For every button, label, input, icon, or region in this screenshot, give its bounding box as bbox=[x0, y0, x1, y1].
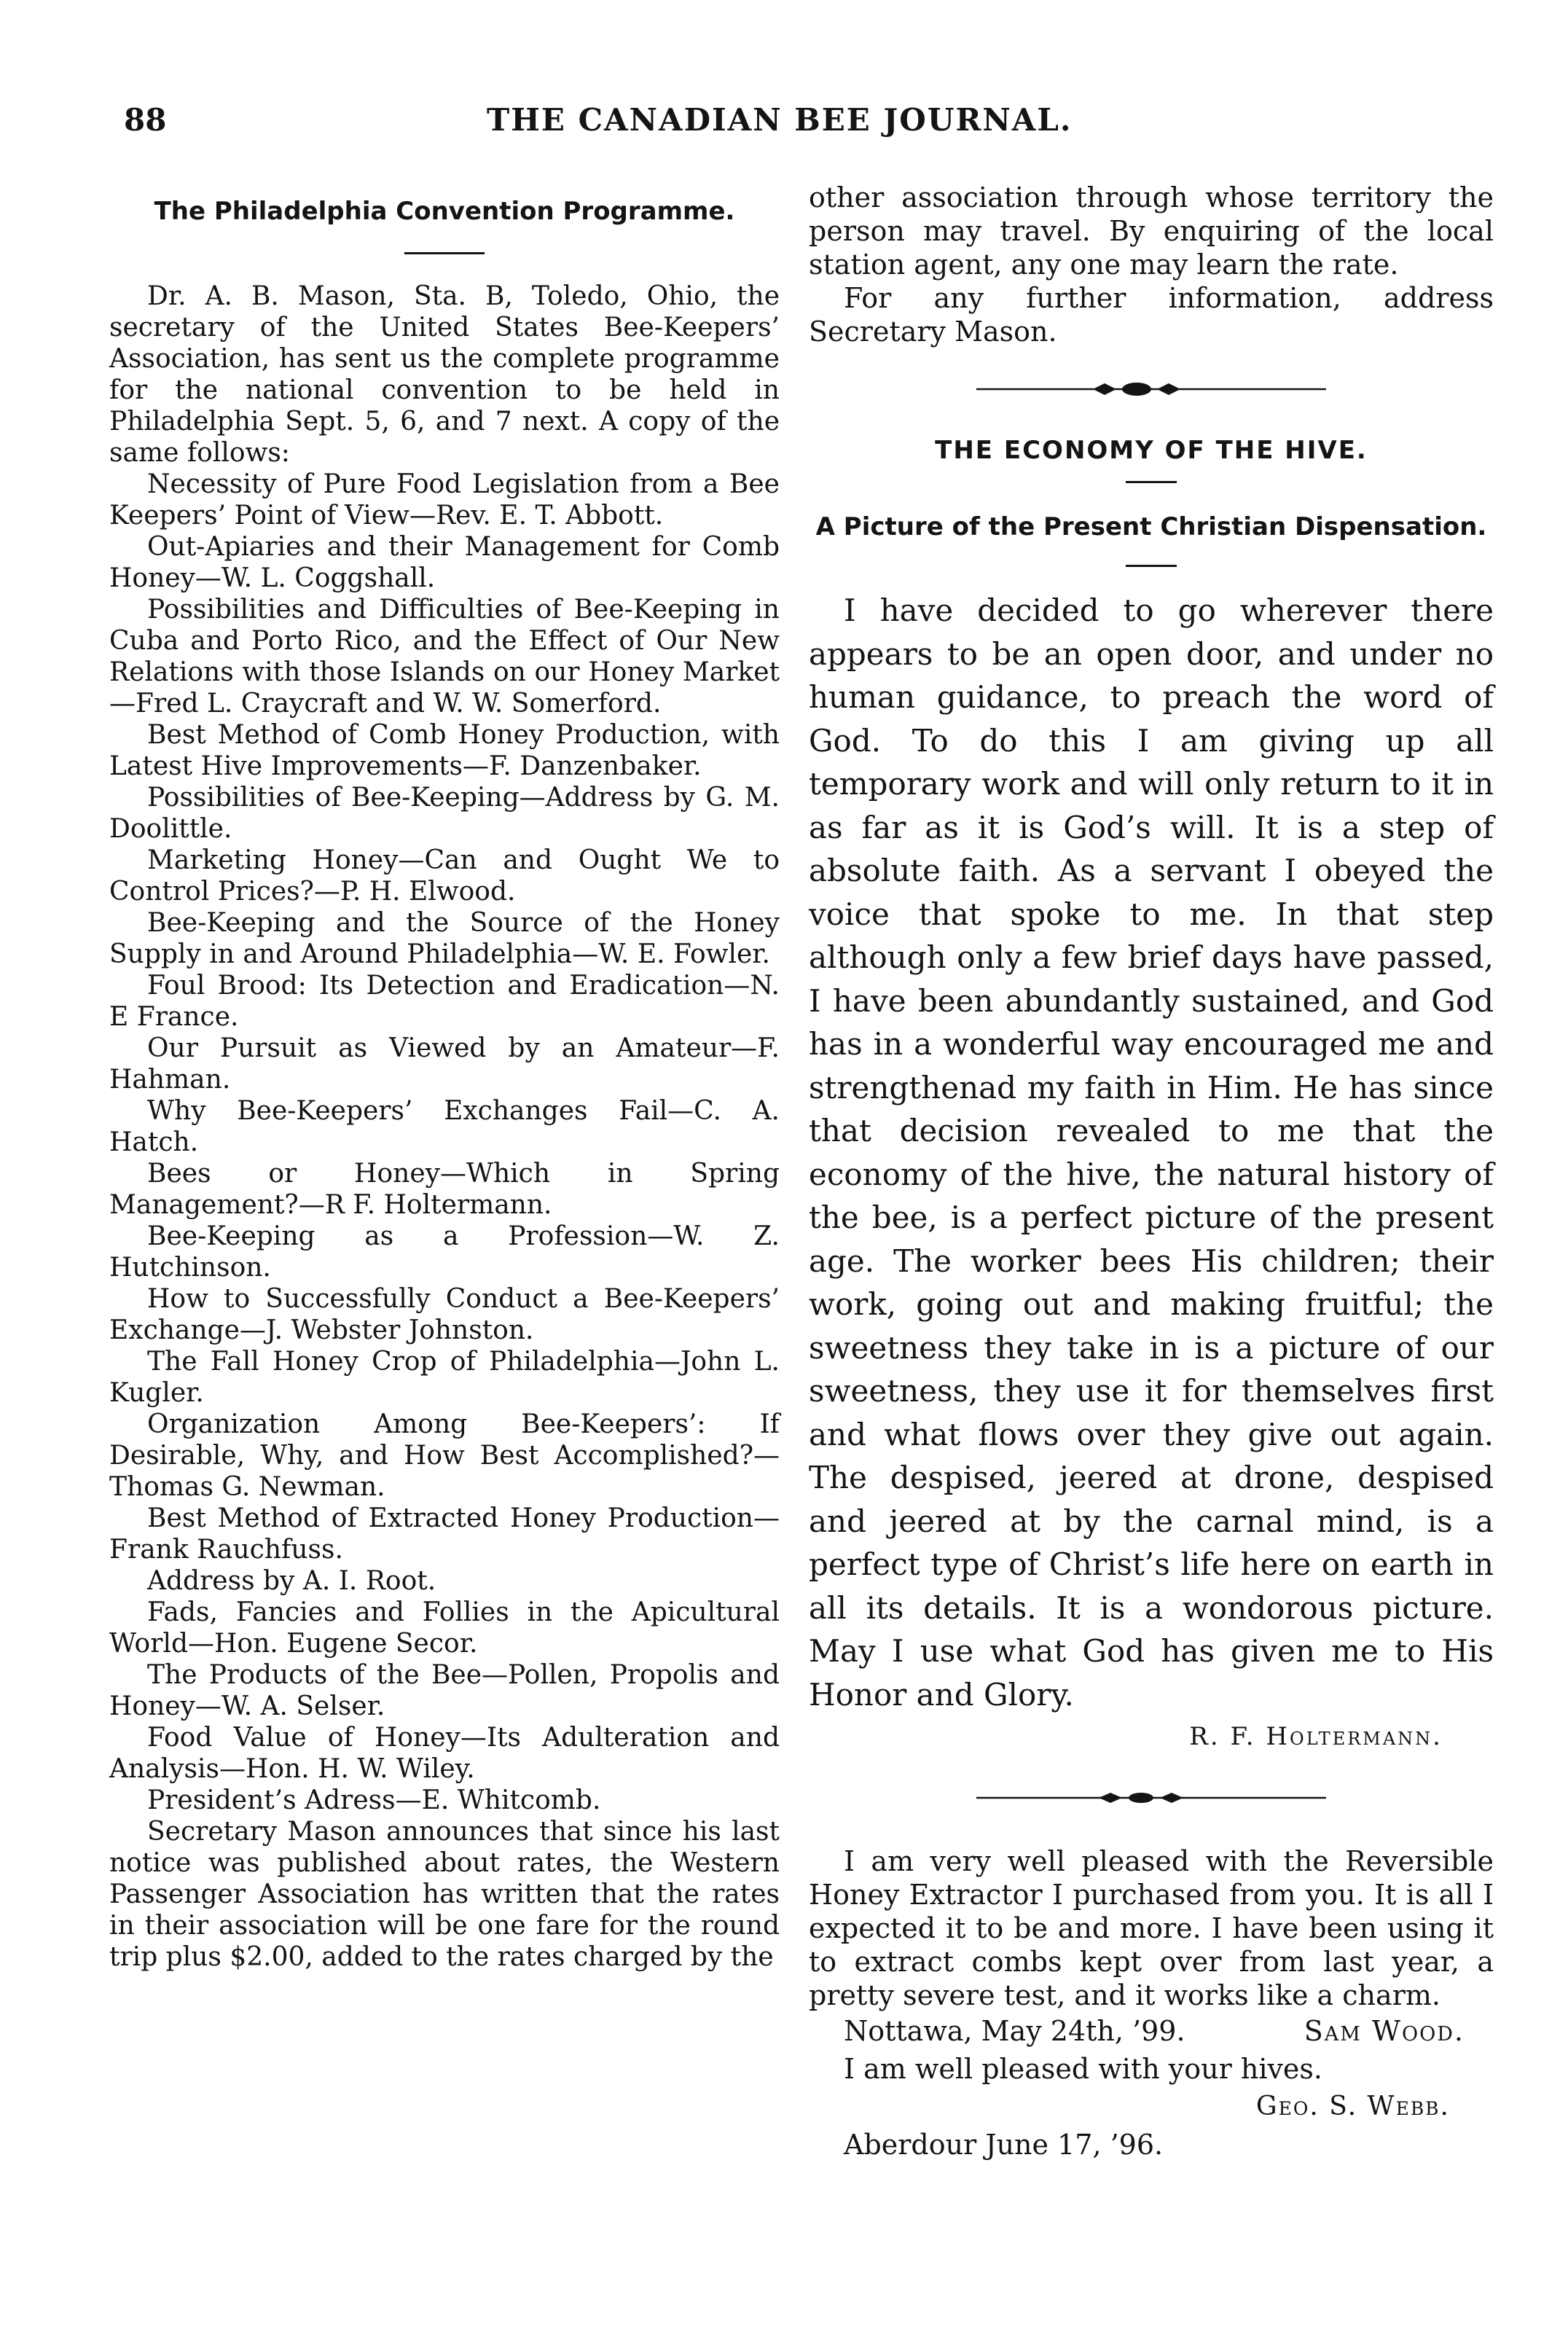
programme-item: Best Method of Comb Honey Production, with Latest Hive Improvements—F. Danzenbaker. bbox=[109, 720, 780, 781]
programme-item: Marketing Honey—Can and Ought We to Control Prices?—P. H. Elwood. bbox=[109, 845, 780, 907]
further-info-paragraph: For any further information, address Secretary Mason. bbox=[809, 282, 1494, 348]
programme-item: Fads, Fancies and Follies in the Apicultural World—Hon. Eugene Secor. bbox=[109, 1597, 780, 1659]
title-rule bbox=[404, 252, 485, 254]
article-title: THE ECONOMY OF THE HIVE. bbox=[935, 436, 1368, 465]
testimonial-1: I am very well pleased with the Reversible Honey Extractor I purchased from you. It is all I expected it to be and more. I have been using it to extract combs kept over from last year, a pretty severe test, and it works like a charm. bbox=[809, 1845, 1494, 2011]
programme-item: Address by A. I. Root. bbox=[147, 1566, 436, 1596]
programme-item: Food Value of Honey—Its Adulteration and Analysis—Hon. H. W. Wiley. bbox=[109, 1723, 780, 1784]
programme-item: How to Successfully Conduct a Bee-Keepers’ Exchange—J. Webster Johnston. bbox=[109, 1284, 780, 1345]
article-body: I have decided to go wherever there appears to be an open door, and under no human guidance, to preach the word of God. To do this I am giving up all temporary work and will only return to it in as far as it is God’s will. It is a step of absolute faith. As a servant I obeyed the voice that spoke to me. In that step although only a few brief days have passed, I have been abundantly sustained, and God has in a wonderful way encouraged me and strengthenad my faith in Him. He has since that decision revealed to me that the economy of the hive, the natural history of the bee, is a perfect picture of the present age. The worker bees His children; their work, going out and making fruitful; the sweetness they take in is a picture of our sweetness, they use it for themselves first and what flows over they give out again. The despised, jeered at drone, despised and jeered at by the carnal mind, is a perfect type of Christ’s life here on earth in all its details. It is a wondorous picture. May I use what God has given me to His Honor and Glory. bbox=[809, 592, 1494, 1713]
ornament-divider-1 bbox=[976, 382, 1326, 396]
programme-item: Our Pursuit as Viewed by an Amateur—F. Hahman. bbox=[109, 1033, 780, 1095]
programme-item: Necessity of Pure Food Legislation from a Bee Keepers’ Point of View—Rev. E. T. Abbott. bbox=[109, 469, 780, 531]
programme-item: Out-Apiaries and their Management for Comb Honey—W. L. Coggshall. bbox=[109, 532, 780, 593]
programme-item: The Products of the Bee—Pollen, Propolis and Honey—W. A. Selser. bbox=[109, 1660, 780, 1721]
programme-item: Bees or Honey—Which in Spring Management?—R F. Holtermann. bbox=[109, 1159, 780, 1220]
testimonial-1-signature: Sam Wood. bbox=[1304, 2015, 1465, 2047]
programme-item: Bee-Keeping and the Source of the Honey Supply in and Around Philadelphia—W. E. Fowler. bbox=[109, 908, 780, 969]
programme-item: President’s Adress—E. Whitcomb. bbox=[147, 1785, 601, 1815]
article-signature: R. F. Holtermann. bbox=[1189, 1722, 1443, 1751]
continuation-paragraph: other association through whose territory the person may travel. By enquiring of the local station agent, any one may learn the rate. bbox=[809, 181, 1494, 281]
programme-item: Bee-Keeping as a Profession—W. Z. Hutchinson. bbox=[109, 1221, 780, 1283]
ornament-divider-2 bbox=[976, 1791, 1326, 1805]
article-title-rule bbox=[1126, 481, 1177, 483]
programme-item: Why Bee-Keepers’ Exchanges Fail—C. A. Hatch. bbox=[109, 1096, 780, 1157]
page-number: 88 bbox=[124, 102, 167, 138]
programme-item: Foul Brood: Its Detection and Eradication—N. E France. bbox=[109, 971, 780, 1032]
programme-item: Best Method of Extracted Honey Production—Frank Rauchfuss. bbox=[109, 1503, 780, 1565]
closing-paragraph: Secretary Mason announces that since his last notice was published about rates, the Western Passenger Association has written that the rates in their association will be one fare for the round trip plus $2.00, added to the rates charged by the bbox=[109, 1817, 780, 1972]
convention-title: The Philadelphia Convention Programme. bbox=[154, 197, 735, 226]
page-header bbox=[0, 102, 1568, 160]
testimonial-1-place-date: Nottawa, May 24th, ’99. bbox=[844, 2015, 1185, 2047]
testimonial-2-place-date: Aberdour June 17, ’96. bbox=[844, 2129, 1164, 2161]
right-column bbox=[809, 181, 1494, 2164]
article-subtitle-rule bbox=[1126, 565, 1177, 567]
running-title: THE CANADIAN BEE JOURNAL. bbox=[487, 102, 1073, 138]
convention-intro: Dr. A. B. Mason, Sta. B, Toledo, Ohio, the secretary of the United States Bee-Keepers’ Association, has sent us the complete programme for the national convention to be held in Philadelphia Sept. 5, 6, and 7 next. A copy of the same follows: bbox=[109, 281, 780, 468]
testimonial-1-footer bbox=[809, 2012, 1494, 2050]
testimonial-2-signature: Geo. S. Webb. bbox=[1255, 2091, 1450, 2121]
programme-list bbox=[109, 469, 780, 1973]
left-column bbox=[109, 181, 780, 1973]
testimonial-2: I am well pleased with your hives. bbox=[844, 2053, 1323, 2085]
article-subtitle: A Picture of the Present Christian Dispensation. bbox=[815, 512, 1487, 541]
programme-item: Possibilities of Bee-Keeping—Address by G. M. Doolittle. bbox=[109, 783, 780, 844]
programme-item: Organization Among Bee-Keepers’: If Desirable, Why, and How Best Accomplished?—Thomas G. Newman. bbox=[109, 1409, 780, 1502]
programme-item: Possibilities and Difficulties of Bee-Keeping in Cuba and Porto Rico, and the Effect of Our New Relations with those Islands on our Honey Market—Fred L. Craycraft and W. W. Somerford. bbox=[109, 595, 780, 719]
programme-item: The Fall Honey Crop of Philadelphia—John L. Kugler. bbox=[109, 1347, 780, 1408]
